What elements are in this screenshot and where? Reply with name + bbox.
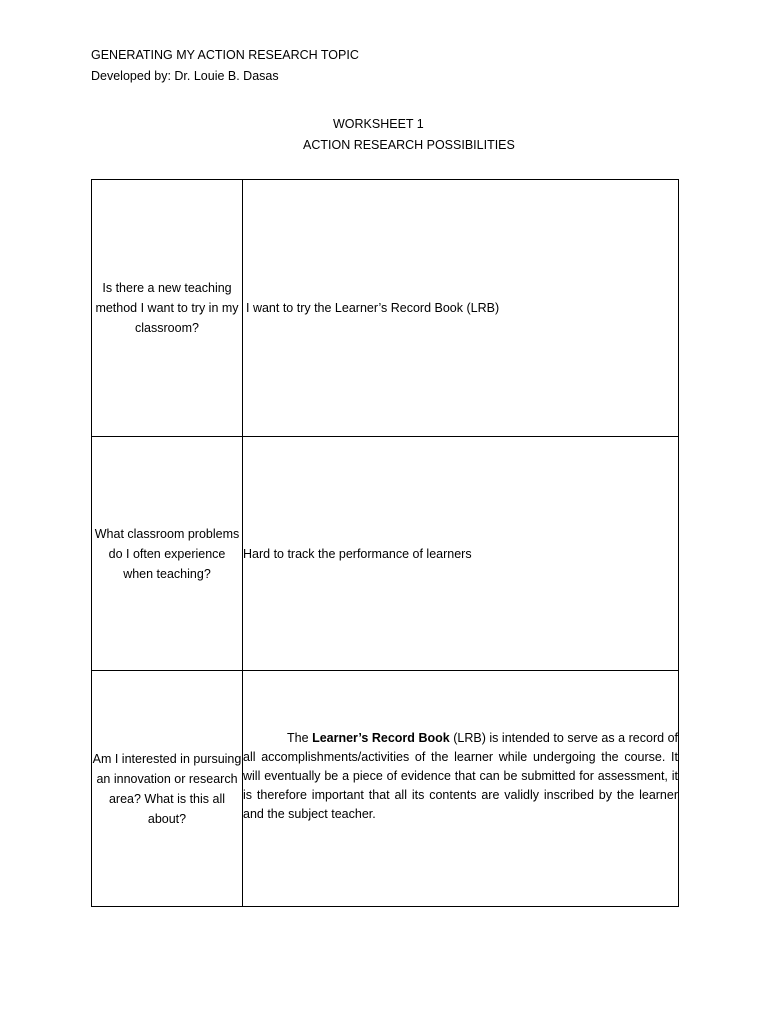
table-row [92,671,679,907]
question-cell: Is there a new teaching method I want to try in my classroom? [92,180,243,437]
answer-rest: (LRB) is intended to serve as a record of all accomplishments/activities of the learner while undergoing the course. It will eventually be a piece of evidence that can be submitted for assessment, it is therefore important that all its contents are validly inscribed by the learner and the subject teacher. [243,731,679,821]
answer-cell [243,180,679,437]
answer-bold-term: Learner’s Record Book [312,731,450,745]
worksheet-number: WORKSHEET 1 [333,117,424,131]
answer-text: Hard to track the performance of learners [243,546,472,561]
answer-cell [243,671,679,907]
question-cell: What classroom problems do I often experience when teaching? [92,437,243,671]
answer-text: I want to try the Learner’s Record Book (LRB) [246,301,500,315]
worksheet-table [91,179,679,907]
document-topic: GENERATING MY ACTION RESEARCH TOPIC [91,48,359,62]
question-cell: Am I interested in pursuing an innovation or research area? What is this all about? [92,671,243,907]
table-row [92,437,679,671]
answer-cell [243,437,679,671]
answer-lead: The [287,731,313,745]
worksheet-title: ACTION RESEARCH POSSIBILITIES [303,138,515,152]
document-author: Developed by: Dr. Louie B. Dasas [91,69,279,83]
table-row [92,180,679,437]
answer-paragraph [243,729,678,824]
